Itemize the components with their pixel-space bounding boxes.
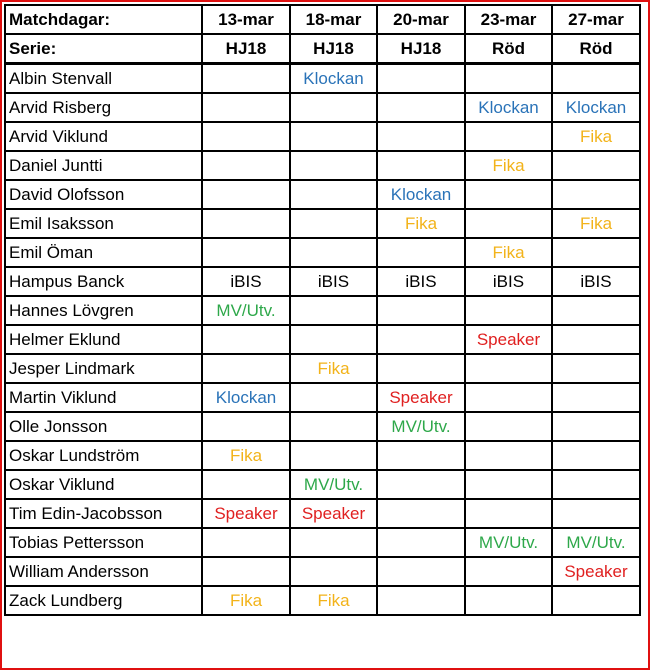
duty-cell — [552, 238, 640, 267]
duty-cell: Speaker — [465, 325, 552, 354]
table-row — [5, 296, 640, 325]
table-row — [5, 354, 640, 383]
person-name: Oskar Viklund — [5, 470, 202, 499]
duty-cell — [552, 325, 640, 354]
table-row — [5, 238, 640, 267]
duty-cell — [290, 441, 377, 470]
person-name: Emil Öman — [5, 238, 202, 267]
person-name: Hampus Banck — [5, 267, 202, 296]
series-header: HJ18 — [377, 34, 465, 64]
header-row-dates — [5, 5, 640, 34]
series-label: Serie: — [5, 34, 202, 64]
duty-cell — [290, 209, 377, 238]
duty-cell — [552, 64, 640, 94]
duty-cell — [465, 122, 552, 151]
duty-cell — [202, 151, 290, 180]
duty-cell — [377, 441, 465, 470]
duty-cell — [465, 64, 552, 94]
table-row — [5, 180, 640, 209]
table-row — [5, 557, 640, 586]
person-name: Helmer Eklund — [5, 325, 202, 354]
duty-cell — [202, 122, 290, 151]
duty-cell — [552, 296, 640, 325]
duty-cell — [290, 557, 377, 586]
series-header: Röd — [465, 34, 552, 64]
table-row — [5, 383, 640, 412]
duty-cell: Klockan — [552, 93, 640, 122]
duty-cell: Klockan — [290, 64, 377, 94]
person-name: Olle Jonsson — [5, 412, 202, 441]
duty-cell — [465, 470, 552, 499]
table-row — [5, 528, 640, 557]
duty-cell: Fika — [465, 238, 552, 267]
duty-cell: iBIS — [290, 267, 377, 296]
header-row-series — [5, 34, 640, 64]
person-name: Arvid Viklund — [5, 122, 202, 151]
duty-cell: Speaker — [552, 557, 640, 586]
table-row — [5, 93, 640, 122]
person-name: Tim Edin-Jacobsson — [5, 499, 202, 528]
duty-cell: Fika — [465, 151, 552, 180]
series-header: Röd — [552, 34, 640, 64]
schedule-table — [4, 4, 641, 616]
person-name: Arvid Risberg — [5, 93, 202, 122]
date-header: 13-mar — [202, 5, 290, 34]
duty-cell — [552, 499, 640, 528]
duty-cell — [465, 296, 552, 325]
duty-cell — [202, 64, 290, 94]
duty-cell — [377, 557, 465, 586]
duty-cell — [552, 441, 640, 470]
duty-cell: Fika — [290, 354, 377, 383]
person-name: William Andersson — [5, 557, 202, 586]
table-row — [5, 209, 640, 238]
duty-cell — [377, 296, 465, 325]
duty-cell: MV/Utv. — [465, 528, 552, 557]
dates-label: Matchdagar: — [5, 5, 202, 34]
duty-cell — [202, 470, 290, 499]
person-name: Tobias Pettersson — [5, 528, 202, 557]
duty-cell: MV/Utv. — [290, 470, 377, 499]
duty-cell — [290, 296, 377, 325]
duty-cell — [552, 180, 640, 209]
duty-cell — [465, 180, 552, 209]
duty-cell — [552, 586, 640, 615]
person-name: Jesper Lindmark — [5, 354, 202, 383]
duty-cell — [377, 499, 465, 528]
duty-cell — [290, 325, 377, 354]
duty-cell — [202, 209, 290, 238]
duty-cell: Fika — [377, 209, 465, 238]
duty-cell: Fika — [202, 586, 290, 615]
duty-cell — [377, 325, 465, 354]
date-header: 18-mar — [290, 5, 377, 34]
table-row — [5, 267, 640, 296]
table-row — [5, 325, 640, 354]
table-row — [5, 441, 640, 470]
duty-cell — [552, 151, 640, 180]
duty-cell — [465, 586, 552, 615]
duty-cell — [290, 151, 377, 180]
duty-cell — [202, 325, 290, 354]
duty-cell: Fika — [552, 122, 640, 151]
duty-cell — [290, 238, 377, 267]
duty-cell — [290, 383, 377, 412]
duty-cell — [465, 383, 552, 412]
person-name: Daniel Juntti — [5, 151, 202, 180]
person-name: Hannes Lövgren — [5, 296, 202, 325]
duty-cell: Klockan — [202, 383, 290, 412]
series-header: HJ18 — [202, 34, 290, 64]
duty-cell: iBIS — [377, 267, 465, 296]
date-header: 23-mar — [465, 5, 552, 34]
duty-cell — [290, 412, 377, 441]
person-name: Martin Viklund — [5, 383, 202, 412]
duty-cell: iBIS — [552, 267, 640, 296]
duty-cell — [552, 412, 640, 441]
duty-cell — [202, 557, 290, 586]
person-name: Oskar Lundström — [5, 441, 202, 470]
duty-cell — [377, 586, 465, 615]
table-row — [5, 499, 640, 528]
person-name: David Olofsson — [5, 180, 202, 209]
duty-cell — [465, 209, 552, 238]
table-row — [5, 470, 640, 499]
table-row — [5, 412, 640, 441]
table-row — [5, 151, 640, 180]
duty-cell — [202, 412, 290, 441]
duty-cell — [202, 93, 290, 122]
date-header: 27-mar — [552, 5, 640, 34]
table-row — [5, 64, 640, 94]
duty-cell — [202, 238, 290, 267]
duty-cell — [465, 441, 552, 470]
duty-cell — [290, 122, 377, 151]
duty-cell: iBIS — [465, 267, 552, 296]
duty-cell: Klockan — [465, 93, 552, 122]
duty-cell: Speaker — [290, 499, 377, 528]
duty-cell — [552, 383, 640, 412]
duty-cell — [465, 354, 552, 383]
date-header: 20-mar — [377, 5, 465, 34]
duty-cell: MV/Utv. — [552, 528, 640, 557]
table-row — [5, 122, 640, 151]
duty-cell — [377, 470, 465, 499]
table-header — [5, 5, 640, 64]
duty-cell — [377, 151, 465, 180]
duty-cell — [377, 354, 465, 383]
duty-cell: Fika — [552, 209, 640, 238]
table-body — [5, 64, 640, 616]
duty-cell: Fika — [202, 441, 290, 470]
duty-cell — [377, 528, 465, 557]
person-name: Albin Stenvall — [5, 64, 202, 94]
duty-cell: Fika — [290, 586, 377, 615]
duty-cell — [377, 238, 465, 267]
duty-cell: iBIS — [202, 267, 290, 296]
duty-cell — [552, 470, 640, 499]
duty-cell: Klockan — [377, 180, 465, 209]
duty-cell: MV/Utv. — [202, 296, 290, 325]
duty-cell — [202, 180, 290, 209]
duty-cell — [202, 528, 290, 557]
duty-cell: Speaker — [377, 383, 465, 412]
duty-cell — [290, 93, 377, 122]
person-name: Emil Isaksson — [5, 209, 202, 238]
duty-cell — [202, 354, 290, 383]
table-row — [5, 586, 640, 615]
duty-cell — [377, 93, 465, 122]
duty-cell — [465, 499, 552, 528]
duty-cell — [552, 354, 640, 383]
duty-cell: Speaker — [202, 499, 290, 528]
duty-cell — [377, 64, 465, 94]
duty-cell — [465, 412, 552, 441]
duty-cell — [290, 180, 377, 209]
duty-cell — [290, 528, 377, 557]
duty-cell — [465, 557, 552, 586]
duty-cell — [377, 122, 465, 151]
series-header: HJ18 — [290, 34, 377, 64]
person-name: Zack Lundberg — [5, 586, 202, 615]
duty-cell: MV/Utv. — [377, 412, 465, 441]
